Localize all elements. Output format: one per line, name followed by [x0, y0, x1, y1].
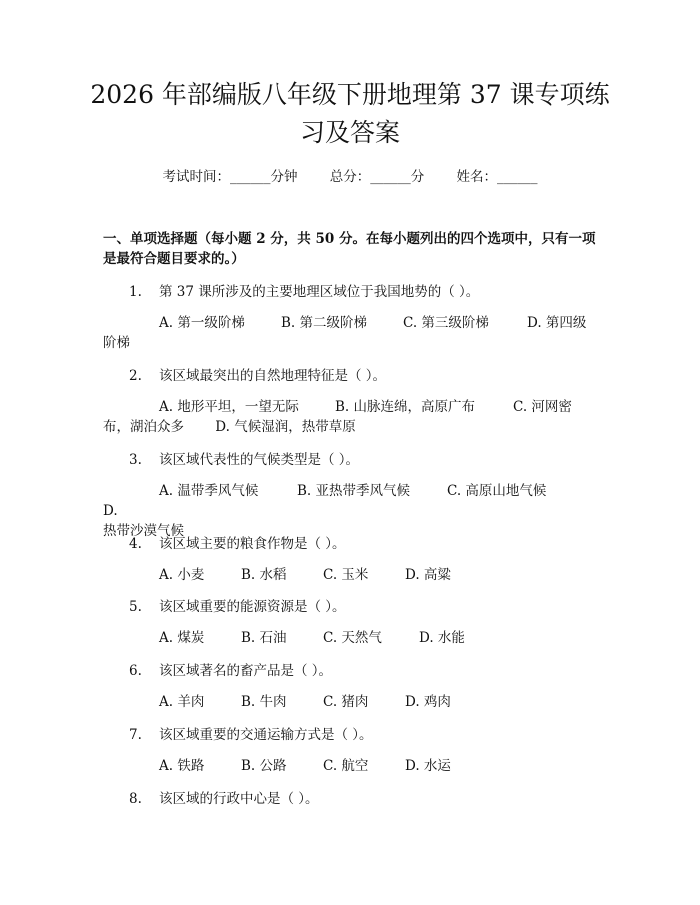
- question-2: [129, 366, 597, 386]
- question-stem: 该区域重要的能源资源是（ ）。: [159, 599, 346, 615]
- option-c: C. 玉米: [323, 567, 369, 583]
- question-stem: 第 37 课所涉及的主要地理区域位于我国地势的（ ）。: [159, 284, 480, 300]
- question-number: 5.: [129, 599, 142, 615]
- total-score-label: 总分：______分: [329, 169, 425, 185]
- question-4-options: [103, 565, 597, 585]
- option-d: D. 第四级: [527, 315, 587, 331]
- option-a: A. 小麦: [159, 567, 205, 583]
- question-number: 3.: [129, 452, 142, 468]
- option-c: C. 河网密: [513, 399, 572, 415]
- option-continuation: 阶梯: [103, 335, 130, 351]
- question-5: [129, 597, 597, 617]
- question-number: 6.: [129, 663, 142, 679]
- option-b: B. 牛肉: [241, 694, 287, 710]
- question-3-options: [103, 481, 597, 541]
- option-c: C. 第三级阶梯: [403, 315, 489, 331]
- question-3: [129, 450, 597, 470]
- option-c: C. 高原山地气候: [447, 483, 547, 499]
- question-stem: 该区域最突出的自然地理特征是（ ）。: [159, 368, 387, 384]
- option-d: D. 高粱: [405, 567, 451, 583]
- option-a: A. 第一级阶梯: [159, 315, 245, 331]
- question-7-options: [103, 756, 597, 776]
- exam-info-line: [0, 167, 700, 187]
- option-b: B. 公路: [241, 758, 287, 774]
- question-7: [129, 725, 597, 745]
- option-c: C. 猪肉: [323, 694, 369, 710]
- question-6-options: [103, 692, 597, 712]
- exam-time-label: 考试时间：______分钟: [162, 169, 298, 185]
- question-4: [129, 534, 597, 554]
- section-heading-single-choice: 一、单项选择题（每小题 2 分，共 50 分。在每小题列出的四个选项中，只有一项是最符合题目要求的。）: [103, 231, 596, 267]
- option-a: A. 温带季风气候: [159, 483, 259, 499]
- option-continuation: 热带沙漠气候: [103, 523, 184, 539]
- question-1-options: [103, 313, 597, 353]
- option-d: D. 水运: [405, 758, 451, 774]
- option-b: B. 第二级阶梯: [281, 315, 368, 331]
- option-a: A. 地形平坦，一望无际: [159, 399, 299, 415]
- option-a: A. 煤炭: [159, 630, 205, 646]
- question-number: 7.: [129, 727, 142, 743]
- question-1: [129, 282, 597, 302]
- question-number: 2.: [129, 368, 142, 384]
- question-5-options: [103, 628, 597, 648]
- question-stem: 该区域代表性的气候类型是（ ）。: [159, 452, 360, 468]
- option-b: B. 水稻: [241, 567, 287, 583]
- option-b: B. 亚热带季风气候: [297, 483, 411, 499]
- question-8: [129, 789, 597, 809]
- question-2-options: [103, 397, 597, 437]
- question-number: 4.: [129, 536, 142, 552]
- option-b: B. 石油: [241, 630, 287, 646]
- option-b: B. 山脉连绵，高原广布: [335, 399, 476, 415]
- option-c: C. 航空: [323, 758, 369, 774]
- question-number: 1.: [129, 284, 142, 300]
- option-d: D. 鸡肉: [405, 694, 451, 710]
- option-continuation: 布，湖泊众多 D. 气候湿润，热带草原: [103, 419, 356, 435]
- question-number: 8.: [129, 791, 142, 807]
- option-c: C. 天然气: [323, 630, 382, 646]
- option-a: A. 羊肉: [159, 694, 205, 710]
- question-stem: 该区域的行政中心是（ ）。: [159, 791, 319, 807]
- option-d: D.: [103, 503, 118, 519]
- name-label: 姓名：______: [456, 169, 538, 185]
- document-title: 2026 年部编版八年级下册地理第 37 课专项练习及答案: [90, 80, 610, 147]
- question-stem: 该区域著名的畜产品是（ ）。: [159, 663, 333, 679]
- option-d: D. 水能: [419, 630, 465, 646]
- question-stem: 该区域主要的粮食作物是（ ）。: [159, 536, 346, 552]
- option-a: A. 铁路: [159, 758, 205, 774]
- question-6: [129, 661, 597, 681]
- question-stem: 该区域重要的交通运输方式是（ ）。: [159, 727, 373, 743]
